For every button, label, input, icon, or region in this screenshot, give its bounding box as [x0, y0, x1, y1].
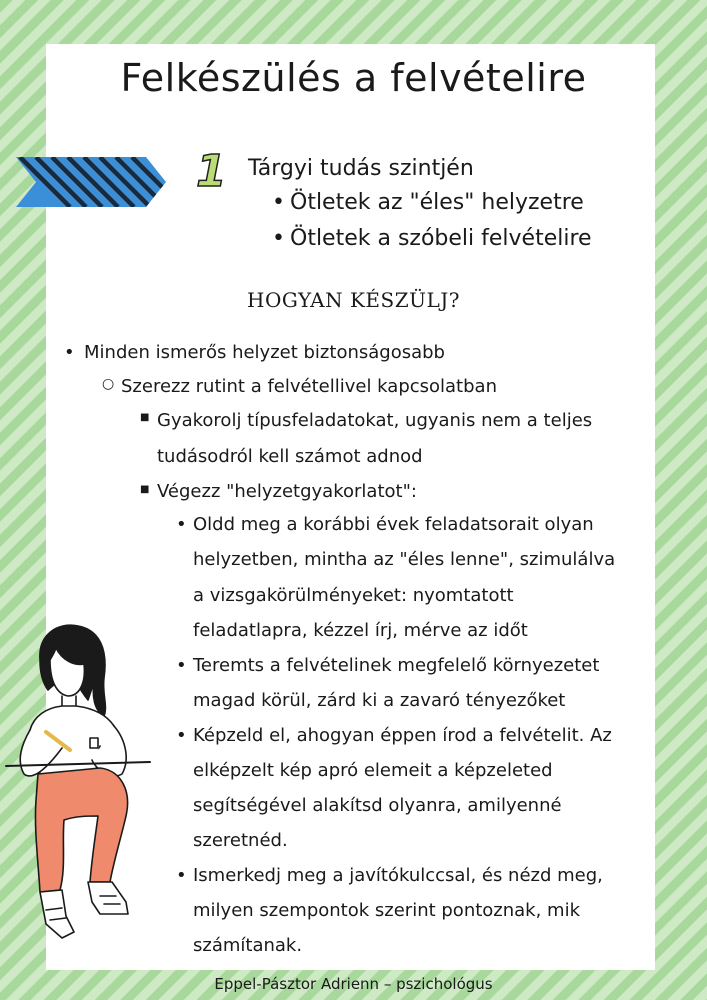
- list-item: Képzeld el, ahogyan éppen írod a felvételit. Az: [193, 725, 612, 746]
- list-item-continuation: tudásodról kell számot adnod: [157, 446, 423, 467]
- list-item: Minden ismerős helyzet biztonságosabb: [84, 342, 445, 363]
- bullet-disc-icon: •: [176, 655, 187, 676]
- footer-author: Eppel-Pásztor Adrienn – pszichológus: [214, 975, 493, 993]
- list-item-continuation: segítségével alakítsd olyanra, amilyenné: [193, 795, 562, 816]
- list-item-continuation: magad körül, zárd ki a zavaró tényezőket: [193, 690, 566, 711]
- bullet-disc-icon: •: [176, 865, 187, 886]
- howto-heading: HOGYAN KÉSZÜLJ?: [247, 288, 460, 312]
- list-item-continuation: helyzetben, mintha az "éles lenne", szimulálva: [193, 549, 616, 570]
- page-title: Felkészülés a felvételire: [120, 56, 587, 100]
- bullet-disc-icon: •: [176, 514, 187, 535]
- section-bullet: • Ötletek a szóbeli felvételire: [272, 226, 592, 262]
- list-item-continuation: számítanak.: [193, 935, 303, 956]
- list-item-continuation: elképzelt kép apró elemeit a képzeleted: [193, 760, 553, 781]
- section-bullet-list: [272, 190, 592, 262]
- list-item: Végezz "helyzetgyakorlatot":: [157, 481, 417, 502]
- section-bullet: • Ötletek az "éles" helyzetre: [272, 190, 592, 226]
- bullet-square-icon: ■: [140, 412, 150, 423]
- list-item-continuation: milyen szempontok szerint pontoznak, mik: [193, 900, 581, 921]
- list-item: Oldd meg a korábbi évek feladatsorait olyan: [193, 514, 594, 535]
- bullet-disc-icon: •: [64, 342, 75, 363]
- list-item-continuation: szeretnéd.: [193, 830, 288, 851]
- section-number: 1: [196, 146, 227, 197]
- list-item-continuation: feladatlapra, kézzel írj, mérve az időt: [193, 620, 528, 641]
- list-item: Teremts a felvételinek megfelelő környezetet: [193, 655, 600, 676]
- list-item-continuation: a vizsgakörülményeket: nyomtatott: [193, 585, 514, 606]
- list-item: Szerezz rutint a felvétellivel kapcsolatban: [121, 376, 497, 397]
- bullet-circle-icon: ○: [102, 376, 115, 392]
- student-illustration: [0, 620, 160, 960]
- list-item: Gyakorolj típusfeladatokat, ugyanis nem a teljes: [157, 410, 593, 431]
- section-heading: Tárgyi tudás szintjén: [248, 156, 474, 181]
- bullet-square-icon: ■: [140, 484, 150, 495]
- list-item: Ismerkedj meg a javítókulccsal, és nézd meg,: [193, 865, 603, 886]
- striped-ribbon-icon: [16, 157, 168, 207]
- bullet-disc-icon: •: [176, 725, 187, 746]
